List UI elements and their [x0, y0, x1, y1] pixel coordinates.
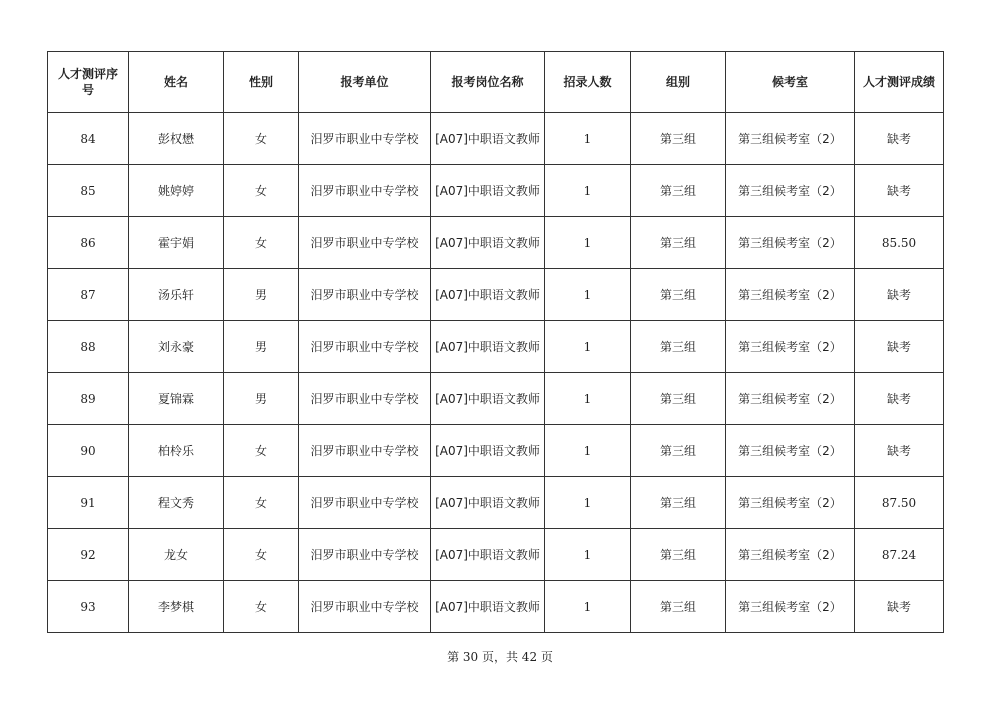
- cell-position: [A07]中职语文教师: [431, 477, 545, 529]
- cell-waiting-room: 第三组候考室（2）: [726, 581, 855, 633]
- cell-group: 第三组: [631, 269, 726, 321]
- cell-index: 90: [48, 425, 129, 477]
- header-cell-waiting-room: 候考室: [726, 52, 855, 113]
- cell-quota: 1: [545, 373, 631, 425]
- cell-group: 第三组: [631, 581, 726, 633]
- cell-name: 夏锦霖: [129, 373, 224, 425]
- cell-unit: 汨罗市职业中专学校: [299, 269, 431, 321]
- cell-unit: 汨罗市职业中专学校: [299, 165, 431, 217]
- cell-unit: 汨罗市职业中专学校: [299, 321, 431, 373]
- cell-index: 86: [48, 217, 129, 269]
- cell-quota: 1: [545, 165, 631, 217]
- table-row: [48, 425, 944, 477]
- cell-gender: 男: [224, 269, 299, 321]
- cell-index: 85: [48, 165, 129, 217]
- table-row: [48, 165, 944, 217]
- cell-score: 87.24: [855, 529, 944, 581]
- cell-waiting-room: 第三组候考室（2）: [726, 529, 855, 581]
- cell-quota: 1: [545, 425, 631, 477]
- header-cell-index: 人才测评序号: [48, 52, 129, 113]
- header-cell-name: 姓名: [129, 52, 224, 113]
- header-cell-unit: 报考单位: [299, 52, 431, 113]
- cell-name: 柏柃乐: [129, 425, 224, 477]
- cell-position: [A07]中职语文教师: [431, 425, 545, 477]
- cell-score: 缺考: [855, 269, 944, 321]
- cell-waiting-room: 第三组候考室（2）: [726, 477, 855, 529]
- cell-unit: 汨罗市职业中专学校: [299, 217, 431, 269]
- cell-position: [A07]中职语文教师: [431, 113, 545, 165]
- cell-waiting-room: 第三组候考室（2）: [726, 113, 855, 165]
- cell-waiting-room: 第三组候考室（2）: [726, 217, 855, 269]
- cell-gender: 女: [224, 425, 299, 477]
- cell-index: 89: [48, 373, 129, 425]
- cell-name: 程文秀: [129, 477, 224, 529]
- cell-index: 93: [48, 581, 129, 633]
- cell-waiting-room: 第三组候考室（2）: [726, 425, 855, 477]
- cell-gender: 女: [224, 165, 299, 217]
- cell-score: 缺考: [855, 425, 944, 477]
- table-row: [48, 269, 944, 321]
- cell-group: 第三组: [631, 165, 726, 217]
- cell-quota: 1: [545, 529, 631, 581]
- cell-waiting-room: 第三组候考室（2）: [726, 321, 855, 373]
- cell-gender: 男: [224, 321, 299, 373]
- table-header-row: [48, 52, 944, 113]
- table-row: [48, 321, 944, 373]
- cell-index: 91: [48, 477, 129, 529]
- cell-score: 85.50: [855, 217, 944, 269]
- cell-group: 第三组: [631, 217, 726, 269]
- cell-gender: 女: [224, 113, 299, 165]
- cell-name: 龙女: [129, 529, 224, 581]
- cell-gender: 男: [224, 373, 299, 425]
- cell-unit: 汨罗市职业中专学校: [299, 425, 431, 477]
- cell-position: [A07]中职语文教师: [431, 373, 545, 425]
- header-cell-gender: 性别: [224, 52, 299, 113]
- cell-unit: 汨罗市职业中专学校: [299, 529, 431, 581]
- header-cell-score: 人才测评成绩: [855, 52, 944, 113]
- cell-waiting-room: 第三组候考室（2）: [726, 165, 855, 217]
- cell-waiting-room: 第三组候考室（2）: [726, 373, 855, 425]
- table-row: [48, 477, 944, 529]
- cell-quota: 1: [545, 321, 631, 373]
- cell-position: [A07]中职语文教师: [431, 165, 545, 217]
- header-cell-group: 组别: [631, 52, 726, 113]
- cell-score: 87.50: [855, 477, 944, 529]
- cell-position: [A07]中职语文教师: [431, 581, 545, 633]
- cell-quota: 1: [545, 217, 631, 269]
- header-cell-quota: 招录人数: [545, 52, 631, 113]
- table-row: [48, 581, 944, 633]
- cell-position: [A07]中职语文教师: [431, 529, 545, 581]
- cell-index: 92: [48, 529, 129, 581]
- cell-quota: 1: [545, 269, 631, 321]
- cell-group: 第三组: [631, 373, 726, 425]
- cell-score: 缺考: [855, 165, 944, 217]
- cell-unit: 汨罗市职业中专学校: [299, 373, 431, 425]
- cell-position: [A07]中职语文教师: [431, 217, 545, 269]
- cell-waiting-room: 第三组候考室（2）: [726, 269, 855, 321]
- cell-score: 缺考: [855, 581, 944, 633]
- cell-name: 霍宇娟: [129, 217, 224, 269]
- cell-group: 第三组: [631, 425, 726, 477]
- cell-gender: 女: [224, 529, 299, 581]
- cell-score: 缺考: [855, 321, 944, 373]
- cell-index: 84: [48, 113, 129, 165]
- cell-score: 缺考: [855, 113, 944, 165]
- cell-index: 87: [48, 269, 129, 321]
- cell-unit: 汨罗市职业中专学校: [299, 581, 431, 633]
- table-row: [48, 529, 944, 581]
- cell-position: [A07]中职语文教师: [431, 321, 545, 373]
- cell-quota: 1: [545, 477, 631, 529]
- cell-gender: 女: [224, 477, 299, 529]
- cell-quota: 1: [545, 581, 631, 633]
- results-table: [47, 51, 944, 633]
- cell-quota: 1: [545, 113, 631, 165]
- cell-group: 第三组: [631, 529, 726, 581]
- table-row: [48, 217, 944, 269]
- cell-group: 第三组: [631, 113, 726, 165]
- cell-name: 姚婷婷: [129, 165, 224, 217]
- cell-gender: 女: [224, 581, 299, 633]
- header-cell-position: 报考岗位名称: [431, 52, 545, 113]
- cell-position: [A07]中职语文教师: [431, 269, 545, 321]
- cell-name: 汤乐轩: [129, 269, 224, 321]
- cell-name: 李梦棋: [129, 581, 224, 633]
- cell-gender: 女: [224, 217, 299, 269]
- cell-unit: 汨罗市职业中专学校: [299, 477, 431, 529]
- table-body: [48, 113, 944, 633]
- table-row: [48, 113, 944, 165]
- cell-name: 刘永豪: [129, 321, 224, 373]
- cell-unit: 汨罗市职业中专学校: [299, 113, 431, 165]
- cell-index: 88: [48, 321, 129, 373]
- cell-group: 第三组: [631, 321, 726, 373]
- page-number: 第 30 页，共 42 页: [447, 650, 553, 664]
- table-row: [48, 373, 944, 425]
- cell-score: 缺考: [855, 373, 944, 425]
- cell-group: 第三组: [631, 477, 726, 529]
- cell-name: 彭权懋: [129, 113, 224, 165]
